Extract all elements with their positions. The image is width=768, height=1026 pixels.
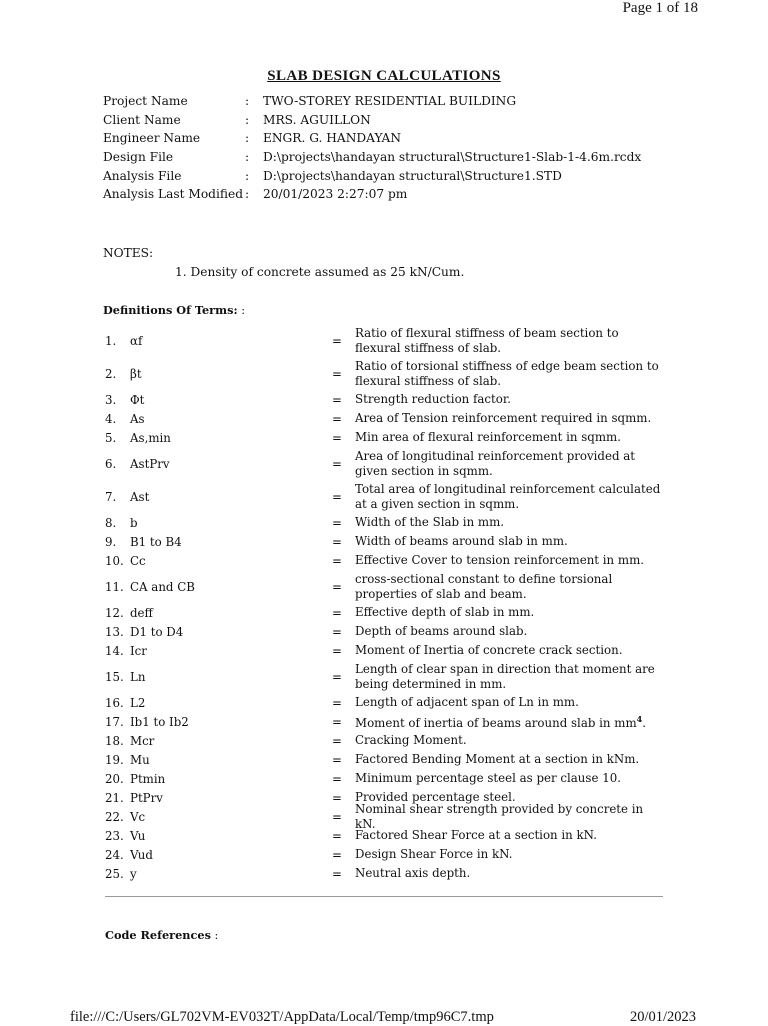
definition-row <box>105 513 665 532</box>
definition-term: Ptmin <box>130 771 166 786</box>
definition-row <box>105 731 665 750</box>
info-label: Analysis Last Modified <box>103 187 244 202</box>
definition-number: 4. <box>105 411 117 426</box>
definition-row <box>105 826 665 845</box>
definition-number: 2. <box>105 366 117 381</box>
definition-equals: = <box>332 333 342 348</box>
definition-equals: = <box>332 866 342 881</box>
footer-date: 20/01/2023 <box>629 1009 696 1025</box>
definition-number: 23. <box>105 828 124 843</box>
definition-number: 18. <box>105 733 124 748</box>
superscript: 4 <box>636 714 643 725</box>
definition-row <box>105 324 665 357</box>
info-row-engineer-name <box>103 129 641 148</box>
section-divider <box>105 896 663 897</box>
definition-description: Area of longitudinal reinforcement provided at given section in sqmm. <box>355 449 636 478</box>
definition-description-end: . <box>642 716 646 731</box>
footer-file-path: file:///C:/Users/GL702VM-EV032T/AppData/Local/Temp/tmp96C7.tmp <box>70 1009 494 1025</box>
info-label: Analysis File <box>103 168 182 183</box>
definition-number: 5. <box>105 430 117 445</box>
definition-term: Icr <box>130 643 147 658</box>
info-label: Engineer Name <box>103 131 201 146</box>
definition-equals: = <box>332 411 342 426</box>
code-references-heading-text: Code References <box>105 928 211 942</box>
definitions-heading-text: Definitions Of Terms: <box>103 303 238 317</box>
definition-equals: = <box>332 847 342 862</box>
info-label: Design File <box>103 150 174 165</box>
definition-description: Min area of flexural reinforcement in sqmm. <box>355 430 621 445</box>
definition-term: Ib1 to Ib2 <box>130 714 189 729</box>
definition-equals: = <box>332 489 342 504</box>
definition-row <box>105 845 665 864</box>
definition-term: AstPrv <box>130 456 170 471</box>
definition-row <box>105 641 665 660</box>
definition-term: CA and CB <box>130 579 195 594</box>
info-colon: : <box>245 150 250 165</box>
definition-equals: = <box>332 430 342 445</box>
definition-term: As <box>130 411 145 426</box>
info-colon: : <box>245 94 250 108</box>
definition-term: deff <box>130 605 153 620</box>
definition-description: Effective Cover to tension reinforcement in mm. <box>355 553 645 568</box>
definition-term: b <box>130 515 138 530</box>
definitions-heading-colon: : <box>237 304 246 317</box>
page-number: Page 1 of 18 <box>622 0 698 16</box>
definition-row <box>105 769 665 788</box>
info-value: ENGR. G. HANDAYAN <box>263 131 402 146</box>
definition-equals: = <box>332 733 342 748</box>
definition-term: Ast <box>130 489 150 504</box>
definition-term: Vc <box>130 809 146 824</box>
code-references-heading <box>105 928 218 942</box>
info-value: 20/01/2023 2:27:07 pm <box>263 187 408 202</box>
definition-number: 7. <box>105 489 117 504</box>
definition-equals: = <box>332 624 342 639</box>
definition-description: Minimum percentage steel as per clause 10. <box>355 771 621 786</box>
definition-description: Cracking Moment. <box>355 733 467 748</box>
definition-equals: = <box>332 605 342 620</box>
definition-term: y <box>130 866 137 881</box>
definition-row <box>105 532 665 551</box>
definition-description: Total area of longitudinal reinforcement calculated at a given section in sqmm. <box>355 482 661 511</box>
info-row-project-name <box>103 92 641 111</box>
info-label: Client Name <box>103 112 181 127</box>
definition-number: 9. <box>105 534 117 549</box>
definition-description: Factored Shear Force at a section in kN. <box>355 828 597 843</box>
definition-number: 13. <box>105 624 124 639</box>
definition-description: Design Shear Force in kN. <box>355 847 513 862</box>
definition-description: Ratio of torsional stiffness of edge beam section to flexural stiffness of slab. <box>355 359 659 388</box>
definition-equals: = <box>332 714 342 729</box>
definition-description: Moment of Inertia of concrete crack section. <box>355 643 623 658</box>
definition-term: Cc <box>130 553 146 568</box>
definition-equals: = <box>332 790 342 805</box>
definition-description: Width of beams around slab in mm. <box>355 534 568 549</box>
definition-equals: = <box>332 579 342 594</box>
definition-row <box>105 660 665 693</box>
definition-number: 14. <box>105 643 124 658</box>
definition-row <box>105 712 665 731</box>
definition-number: 19. <box>105 752 124 767</box>
definition-term: PtPrv <box>130 790 163 805</box>
definition-term: Ln <box>130 669 146 684</box>
info-row-client-name <box>103 111 641 130</box>
definition-equals: = <box>332 392 342 407</box>
definitions-table <box>105 324 665 883</box>
definition-description: Depth of beams around slab. <box>355 624 528 639</box>
definition-row <box>105 480 665 513</box>
definition-row <box>105 409 665 428</box>
info-value: TWO-STOREY RESIDENTIAL BUILDING <box>263 94 517 108</box>
definition-number: 20. <box>105 771 124 786</box>
definition-number: 17. <box>105 714 124 729</box>
definition-term: L2 <box>130 695 146 710</box>
definition-description: Effective depth of slab in mm. <box>355 605 535 620</box>
info-colon: : <box>245 187 250 202</box>
definition-term: Mcr <box>130 733 155 748</box>
info-colon: : <box>245 168 250 183</box>
definition-equals: = <box>332 534 342 549</box>
definition-equals: = <box>332 553 342 568</box>
definition-number: 10. <box>105 553 124 568</box>
definition-number: 15. <box>105 669 124 684</box>
definition-term: βt <box>130 366 142 381</box>
definition-row <box>105 864 665 883</box>
definition-number: 16. <box>105 695 124 710</box>
definition-description: cross-sectional constant to define torsional properties of slab and beam. <box>355 572 613 601</box>
info-value: D:\projects\handayan structural\Structure1.STD <box>263 168 562 183</box>
definition-description: Strength reduction factor. <box>355 392 511 407</box>
project-info-block <box>103 92 641 204</box>
definition-equals: = <box>332 515 342 530</box>
definition-description: Length of adjacent span of Ln in mm. <box>355 695 579 710</box>
definition-equals: = <box>332 695 342 710</box>
info-row-analysis-last-modified <box>103 185 641 204</box>
definition-description: Factored Bending Moment at a section in kNm. <box>355 752 640 767</box>
info-colon: : <box>245 112 250 127</box>
definition-equals: = <box>332 752 342 767</box>
definition-equals: = <box>332 366 342 381</box>
notes-heading: NOTES: <box>103 246 154 260</box>
definition-row <box>105 622 665 641</box>
info-value: MRS. AGUILLON <box>263 112 371 127</box>
definition-term: Φt <box>130 392 145 407</box>
definition-number: 1. <box>105 333 117 348</box>
definition-row <box>105 390 665 409</box>
definition-term: B1 to B4 <box>130 534 182 549</box>
definition-equals: = <box>332 643 342 658</box>
definition-term: As,min <box>130 430 171 445</box>
info-row-analysis-file <box>103 167 641 186</box>
definition-term: Vud <box>130 847 153 862</box>
definition-row <box>105 750 665 769</box>
definition-row <box>105 428 665 447</box>
definition-description: Length of clear span in direction that moment are being determined in mm. <box>355 662 655 691</box>
definition-description: Nominal shear strength provided by concrete in kN. <box>355 802 644 831</box>
definition-row <box>105 447 665 480</box>
definition-description: Area of Tension reinforcement required in sqmm. <box>355 411 652 426</box>
definition-number: 24. <box>105 847 124 862</box>
document-title: SLAB DESIGN CALCULATIONS <box>267 68 501 84</box>
definition-equals: = <box>332 456 342 471</box>
definition-equals: = <box>332 771 342 786</box>
definition-number: 6. <box>105 456 117 471</box>
note-item: 1. Density of concrete assumed as 25 kN/Cum. <box>175 265 465 279</box>
definition-row <box>105 603 665 622</box>
definition-number: 21. <box>105 790 124 805</box>
definition-row <box>105 357 665 390</box>
code-references-heading-colon: : <box>210 929 219 942</box>
definition-term: Vu <box>130 828 146 843</box>
definition-number: 11. <box>105 579 124 594</box>
definition-equals: = <box>332 809 342 824</box>
definition-equals: = <box>332 828 342 843</box>
info-label: Project Name <box>103 94 188 108</box>
definition-equals: = <box>332 669 342 684</box>
definition-number: 8. <box>105 515 117 530</box>
definition-row <box>105 570 665 603</box>
definition-description: Neutral axis depth. <box>355 866 471 881</box>
info-row-design-file <box>103 148 641 167</box>
definition-number: 25. <box>105 866 124 881</box>
definition-number: 3. <box>105 392 117 407</box>
definition-description-text: Moment of inertia of beams around slab in mm <box>355 716 637 731</box>
definition-description: Ratio of flexural stiffness of beam section to flexural stiffness of slab. <box>355 326 619 355</box>
definition-description: Provided percentage steel. <box>355 790 516 805</box>
definition-number: 22. <box>105 809 124 824</box>
definition-row <box>105 802 665 831</box>
definition-term: αf <box>130 333 143 348</box>
definition-description: Width of the Slab in mm. <box>355 515 505 530</box>
definition-description <box>355 712 665 730</box>
definition-term: Mu <box>130 752 150 767</box>
definition-term: D1 to D4 <box>130 624 184 639</box>
info-value: D:\projects\handayan structural\Structure1-Slab-1-4.6m.rcdx <box>263 150 642 165</box>
definition-row <box>105 551 665 570</box>
definition-row <box>105 693 665 712</box>
definition-number: 12. <box>105 605 124 620</box>
info-colon: : <box>245 131 250 146</box>
definitions-heading <box>103 303 245 317</box>
